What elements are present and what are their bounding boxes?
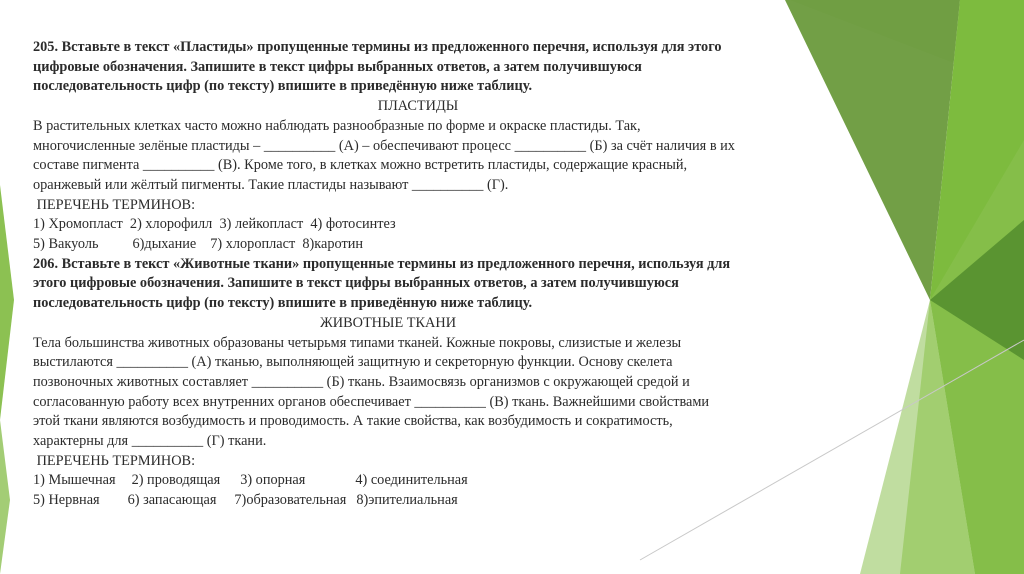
task205-prompt-line-3: последовательность цифр (по тексту) впишите в приведённую ниже таблицу. — [33, 78, 533, 95]
term-item: 7)образовательная — [234, 492, 347, 509]
task205-body-line-4: оранжевый или жёлтый пигменты. Такие пластиды называют __________ (Г). — [33, 176, 509, 193]
task206-body-line-6: характерны для __________ (Г) ткани. — [33, 433, 267, 450]
task205-title: ПЛАСТИДЫ — [377, 98, 459, 115]
task206-terms-heading: ПЕРЕЧЕНЬ ТЕРМИНОВ: — [33, 452, 196, 469]
term-item: 4) фотосинтез — [310, 216, 396, 233]
task206-body-line-2: выстилаются __________ (А) тканью, выполняющей защитную и секреторную функции. Основу скелета — [33, 354, 673, 371]
term-item: 2) хлорофилл — [129, 216, 213, 233]
task205-body-line-3: составе пигмента __________ (В). Кроме того, в клетках можно встретить пластиды, содержащие красный, — [33, 157, 688, 174]
task206-prompt-line-1: 206. Вставьте в текст «Животные ткани» пропущенные термины из предложенного перечня, используя для — [33, 255, 731, 272]
task206-terms-row-2 — [33, 491, 833, 511]
task205-prompt-line-1: 205. Вставьте в текст «Пластиды» пропущенные термины из предложенного перечня, используя для этого — [33, 39, 722, 55]
term-item: 6)дыхание — [132, 236, 197, 253]
term-item: 5) Вакуоль — [33, 236, 99, 253]
task206-body-line-4: согласованную работу всех внутренних органов обеспечивает __________ (В) ткань. Важнейшими свойствами — [33, 393, 710, 410]
task205-body-line-1: В растительных клетках часто можно наблюдать разнообразные по форме и окраске пластиды. Так, — [33, 117, 641, 134]
term-item: 3) лейкопласт — [219, 216, 304, 233]
task206-title: ЖИВОТНЫЕ ТКАНИ — [319, 314, 457, 331]
task205-body-line-2: многочисленные зелёные пластиды – __________ (А) – обеспечивают процесс __________ (Б) за счёт наличия в их — [33, 137, 735, 154]
task206-prompt-line-2: этого цифровые обозначения. Запишите в текст цифры выбранных ответов, а затем получившуюся — [33, 275, 679, 292]
task206-body-line-1: Тела большинства животных образованы четырьмя типами тканей. Кожные покровы, слизистые и железы — [33, 334, 682, 351]
term-item: 8)эпителиальная — [356, 492, 458, 509]
task205-prompt-line-2: цифровые обозначения. Запишите в текст цифры выбранных ответов, а затем получившуюся — [33, 58, 642, 75]
decor-left-sliver-top — [0, 185, 14, 420]
term-item: 1) Мышечная — [33, 472, 116, 489]
slide-text-block — [33, 38, 833, 511]
decor-left-sliver-bottom — [0, 420, 10, 574]
task205-terms-heading: ПЕРЕЧЕНЬ ТЕРМИНОВ: — [33, 196, 196, 213]
term-item: 7) хлоропласт — [210, 236, 296, 253]
term-item: 4) соединительная — [355, 472, 468, 489]
term-item: 3) опорная — [240, 472, 306, 489]
task205-terms-row-1 — [33, 215, 833, 235]
term-item: 2) проводящая — [131, 472, 221, 489]
term-item: 5) Нервная — [33, 492, 100, 509]
task206-terms-row-1 — [33, 471, 833, 491]
term-item: 1) Хромопласт — [33, 216, 123, 233]
task206-body-line-5: этой ткани являются возбудимость и проводимость. А такие свойства, как возбудимость и сократимость, — [33, 413, 673, 430]
task206-body-line-3: позвоночных животных составляет __________ (Б) ткань. Взаимосвязь организмов с окружающей средой и — [33, 373, 690, 390]
task206-prompt-line-3: последовательность цифр (по тексту) впишите в приведённую ниже таблицу. — [33, 295, 533, 312]
term-item: 6) запасающая — [127, 492, 217, 509]
task205-terms-row-2 — [33, 235, 833, 255]
term-item: 8)каротин — [302, 236, 364, 253]
